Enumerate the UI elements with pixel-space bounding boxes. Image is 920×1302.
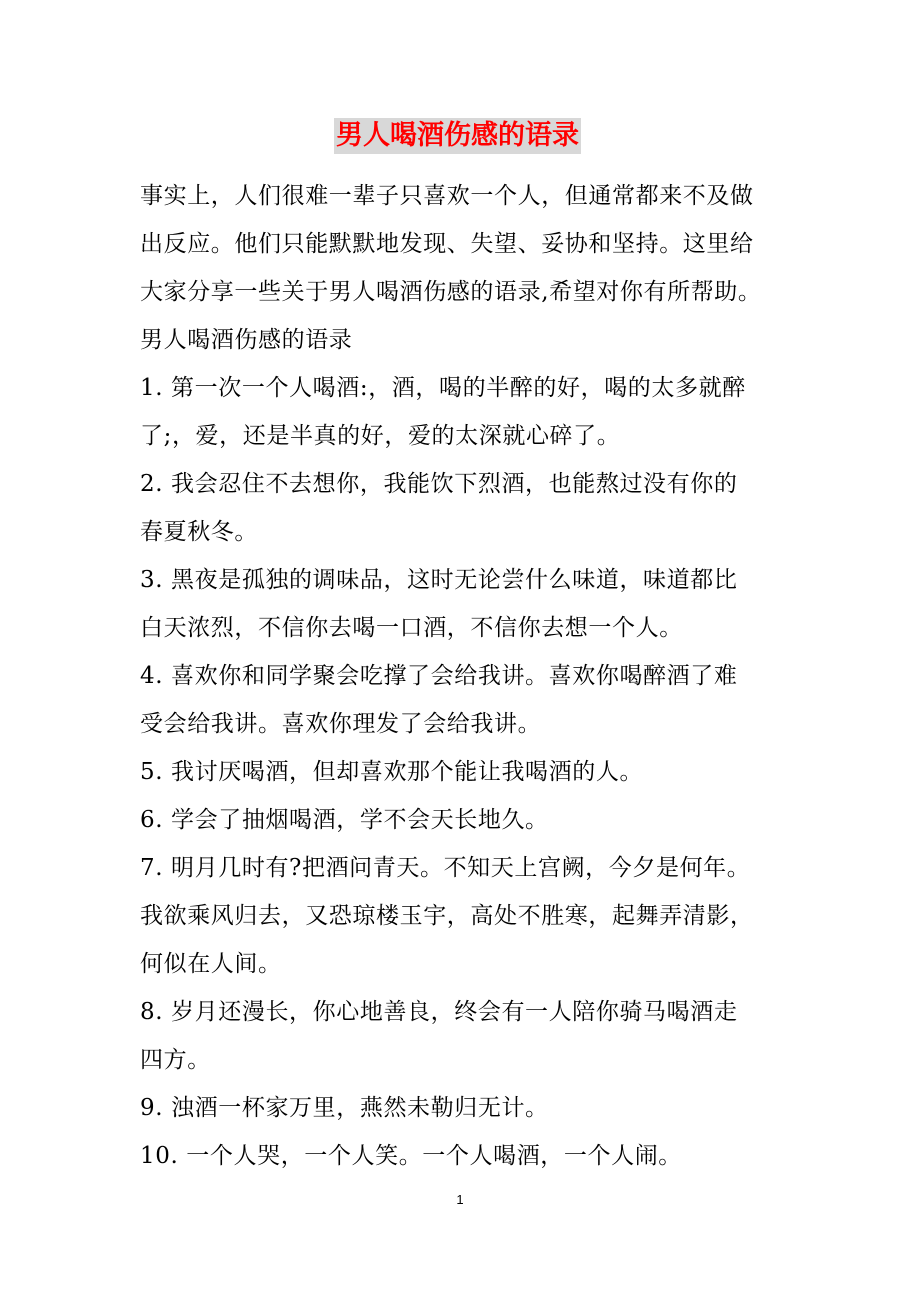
text-line: 8. 岁月还漫长，你心地善良，终会有一人陪你骑马喝酒走 (140, 999, 738, 1025)
text-line: 我欲乘风归去，又恐琼楼玉宇，高处不胜寒，起舞弄清影， (140, 903, 754, 929)
document-body (140, 172, 790, 1180)
text-line: 7. 明月几时有?把酒问青天。不知天上宫阙，今夕是何年。 (140, 855, 751, 881)
text-line: 4. 喜欢你和同学聚会吃撑了会给我讲。喜欢你喝醉酒了难 (140, 663, 738, 689)
text-line: 3. 黑夜是孤独的调味品，这时无论尝什么味道，味道都比 (140, 567, 738, 593)
text-line: 1. 第一次一个人喝酒:，酒，喝的半醉的好，喝的太多就醉 (140, 375, 746, 401)
text-line: 四方。 (140, 1047, 211, 1073)
text-line: 男人喝酒伤感的语录 (140, 327, 353, 353)
text-line: 10. 一个人哭，一个人笑。一个人喝酒，一个人闹。 (140, 1143, 682, 1169)
text-line: 9. 浊酒一杯家万里，燕然未勒归无计。 (140, 1095, 549, 1121)
text-line: 大家分享一些关于男人喝酒伤感的语录,希望对你有所帮助。 (140, 279, 762, 305)
text-line: 春夏秋冬。 (140, 519, 258, 545)
document-title: 男人喝酒伤感的语录 (334, 118, 581, 154)
text-line: 受会给我讲。喜欢你理发了会给我讲。 (140, 711, 542, 737)
text-line: 事实上，人们很难一辈子只喜欢一个人，但通常都来不及做 (140, 183, 754, 209)
text-line: 出反应。他们只能默默地发现、失望、妥协和坚持。这里给 (140, 231, 754, 257)
text-line: 5. 我讨厌喝酒，但却喜欢那个能让我喝酒的人。 (140, 759, 644, 785)
text-line: 6. 学会了抽烟喝酒，学不会天长地久。 (140, 807, 549, 833)
text-line: 何似在人间。 (140, 951, 282, 977)
text-line: 2. 我会忍住不去想你，我能饮下烈酒，也能熬过没有你的 (140, 471, 738, 497)
page-number: 1 (456, 1192, 464, 1207)
text-line: 了;，爱，还是半真的好，爱的太深就心碎了。 (140, 423, 621, 449)
text-line: 白天浓烈，不信你去喝一口酒，不信你去想一个人。 (140, 615, 683, 641)
